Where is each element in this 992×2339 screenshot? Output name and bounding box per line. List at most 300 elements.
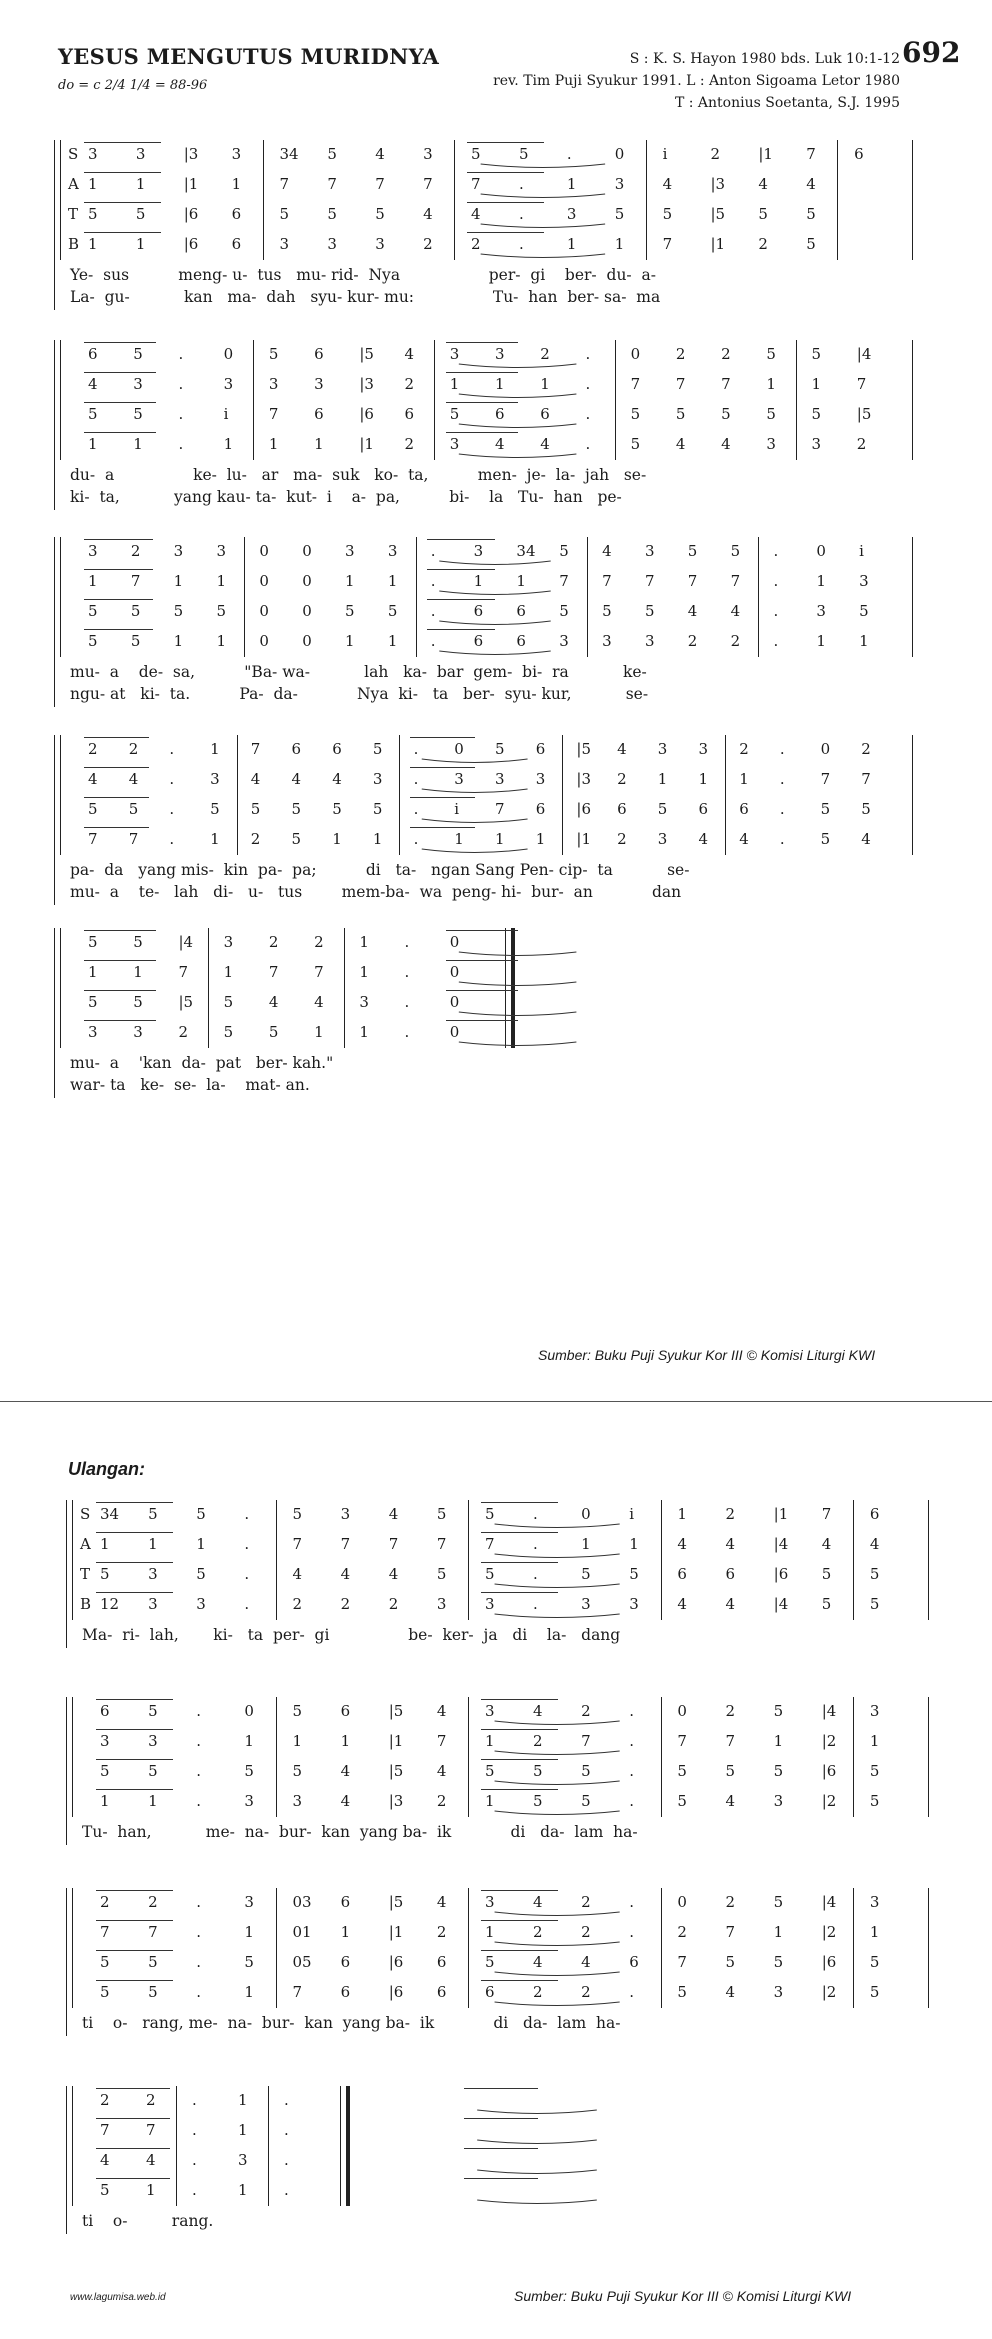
note: 5 (436, 1505, 447, 1523)
note: 3 (614, 175, 625, 193)
note: . (178, 405, 184, 423)
note: 3 (869, 1893, 880, 1911)
note: 5 (484, 1762, 495, 1780)
system-brace (66, 2086, 67, 2234)
note: 4 (725, 1983, 736, 2001)
note: 1 (387, 572, 398, 590)
note: . (773, 632, 779, 650)
note: 0 (449, 1023, 460, 1041)
system-brace (54, 537, 55, 707)
note: 4 (869, 1535, 880, 1553)
note: 4 (533, 1893, 543, 1911)
note: |6 (821, 1953, 837, 1971)
note: 5 (869, 1953, 880, 1971)
note: 4 (436, 1762, 447, 1780)
note: 7 (856, 375, 867, 393)
note: |5 (388, 1893, 404, 1911)
note: . (779, 830, 785, 848)
note: 5 (148, 1953, 158, 1971)
note: 5 (244, 1762, 254, 1780)
note: . (196, 1702, 202, 1720)
note: 5 (196, 1565, 206, 1583)
voice-label: T (68, 205, 79, 223)
note: 4 (617, 740, 627, 758)
note: 1 (473, 572, 484, 590)
note: 4 (540, 435, 550, 453)
note: 7 (423, 175, 433, 193)
note: 5 (173, 602, 184, 620)
voice-label: S (68, 145, 79, 163)
note: 0 (816, 542, 826, 560)
note: 1 (535, 830, 546, 848)
note: . (585, 375, 591, 393)
note: . (178, 435, 184, 453)
note: |3 (388, 1792, 404, 1810)
note: 5 (559, 542, 569, 560)
note: 5 (292, 1702, 303, 1720)
note: 1 (340, 1923, 351, 1941)
note: 3 (449, 435, 460, 453)
note: 7 (559, 572, 569, 590)
note: . (404, 963, 410, 981)
note: 7 (146, 2121, 156, 2139)
note: 05 (292, 1953, 312, 1971)
note: 3 (148, 1732, 158, 1750)
note: . (284, 2181, 289, 2199)
note: |5 (576, 740, 591, 758)
note: 7 (268, 963, 279, 981)
note: 4 (436, 1893, 447, 1911)
note: 1 (566, 235, 577, 253)
note: 5 (811, 405, 822, 423)
note: 3 (372, 770, 383, 788)
note: . (178, 345, 184, 363)
note: 6 (314, 345, 324, 363)
note: 3 (88, 145, 98, 163)
note: 7 (820, 770, 831, 788)
note: 3 (644, 632, 655, 650)
note: 1 (359, 933, 369, 951)
note: 1 (244, 1983, 254, 2001)
note: 1 (88, 175, 98, 193)
note: 6 (340, 1953, 351, 1971)
note: . (629, 1702, 635, 1720)
note: . (196, 1923, 202, 1941)
note: 5 (268, 1023, 279, 1041)
note: 6 (540, 405, 550, 423)
note: 7 (436, 1732, 447, 1750)
note: 1 (133, 435, 143, 453)
note: 1 (292, 1732, 303, 1750)
note: 7 (148, 1923, 158, 1941)
note: 3 (602, 632, 612, 650)
slur (495, 1912, 620, 1916)
voice-label: B (68, 235, 80, 253)
note: . (779, 770, 785, 788)
note: . (629, 1762, 635, 1780)
note: . (773, 542, 779, 560)
note: 5 (88, 205, 98, 223)
note: 2 (725, 1893, 736, 1911)
note: 5 (581, 1565, 591, 1583)
note: 4 (662, 175, 673, 193)
note: 5 (148, 1702, 158, 1720)
note: . (244, 1565, 250, 1583)
note: . (585, 405, 591, 423)
slur-marks (60, 928, 912, 1048)
note: 6 (484, 1983, 495, 2001)
note: . (244, 1505, 250, 1523)
note: . (196, 1893, 202, 1911)
note: 3 (629, 1595, 639, 1613)
note: 1 (359, 963, 369, 981)
note: . (196, 1762, 202, 1780)
slur (495, 1614, 620, 1618)
source-credit: Sumber: Buku Puji Syukur Kor III © Komisi Liturgi KWI (538, 1347, 876, 1363)
note: . (196, 1953, 202, 1971)
note: 0 (302, 632, 312, 650)
note: 1 (135, 175, 146, 193)
note: 5 (375, 205, 385, 223)
note: 03 (292, 1893, 312, 1911)
slur (459, 454, 577, 458)
slur (477, 2200, 597, 2204)
note: 3 (657, 830, 668, 848)
note: 3 (88, 542, 98, 560)
note: |6 (773, 1565, 789, 1583)
note: 5 (372, 740, 383, 758)
note: 1 (566, 175, 577, 193)
note: 3 (216, 542, 227, 560)
system-brace (54, 735, 55, 905)
note: . (533, 1535, 538, 1553)
note: 2 (675, 345, 686, 363)
note: 5 (581, 1762, 591, 1780)
lyric-line: ngu- at ki- ta. Pa- da- Nya ki- ta ber- syu- kur, se- (70, 685, 649, 703)
lyric-line: mu- a te- lah di- u- tus mem-ba- wa peng- hi- bur- an dan (70, 883, 682, 901)
slur (495, 1781, 620, 1785)
note: 2 (436, 1792, 447, 1810)
note: 1 (449, 375, 460, 393)
note: 7 (806, 145, 816, 163)
note: 5 (133, 993, 143, 1011)
note: 4 (88, 770, 98, 788)
slur (495, 1811, 620, 1815)
note: 5 (484, 1565, 495, 1583)
note: 4 (730, 602, 741, 620)
note: 3 (314, 375, 324, 393)
slur (477, 2170, 597, 2174)
credit-translation: T : Antonius Soetanta, S.J. 1995 (674, 95, 900, 111)
note: 5 (327, 145, 337, 163)
note: 1 (223, 435, 234, 453)
note: 5 (730, 542, 741, 560)
note: 7 (725, 1923, 736, 1941)
note: . (169, 740, 175, 758)
note: 3 (268, 375, 279, 393)
slur (459, 982, 577, 986)
note: 5 (133, 933, 143, 951)
note: 5 (869, 1983, 880, 2001)
note: . (533, 1595, 538, 1613)
note: |3 (576, 770, 591, 788)
note: 1 (88, 963, 98, 981)
note: . (404, 1023, 410, 1041)
note: 4 (677, 1535, 687, 1553)
note: 1 (88, 435, 98, 453)
note: 7 (292, 1983, 303, 2001)
note: 3 (644, 542, 655, 560)
note: 4 (602, 542, 612, 560)
slur (439, 561, 550, 565)
slur (439, 621, 550, 625)
note: |1 (758, 145, 773, 163)
note: 3 (484, 1702, 495, 1720)
note: 4 (725, 1792, 736, 1810)
note: . (533, 1565, 538, 1583)
note: 2 (710, 145, 721, 163)
note: 1 (859, 632, 869, 650)
note: 0 (223, 345, 234, 363)
note: 5 (677, 1983, 687, 2001)
note: . (585, 345, 591, 363)
note: . (779, 800, 785, 818)
note: 5 (436, 1565, 447, 1583)
note: 1 (614, 235, 625, 253)
note: 4 (388, 1565, 399, 1583)
note: 1 (766, 375, 776, 393)
system-end-bar (928, 1697, 929, 1817)
note: 7 (178, 963, 188, 981)
note: 6 (617, 800, 627, 818)
note: 7 (495, 800, 505, 818)
note: 5 (88, 405, 98, 423)
note: 1 (773, 1732, 784, 1750)
note: 2 (721, 345, 731, 363)
slur (481, 194, 605, 198)
note: |1 (710, 235, 726, 253)
note: 2 (861, 740, 871, 758)
lyric-line: ti o- rang, me- na- bur- kan yang ba- ik di da- lam ha- (82, 2014, 621, 2032)
note: . (518, 175, 524, 193)
note: 2 (100, 1893, 110, 1911)
note: 1 (216, 632, 227, 650)
note: 6 (291, 740, 302, 758)
page-divider (0, 1401, 992, 1402)
voice-label: A (80, 1535, 91, 1553)
note: 5 (292, 1505, 303, 1523)
note: 5 (677, 1792, 687, 1810)
system-end-bar (912, 537, 913, 657)
slur (495, 1721, 620, 1725)
note: 0 (302, 572, 312, 590)
note: . (518, 205, 524, 223)
note: 1 (516, 572, 526, 590)
note: 1 (698, 770, 709, 788)
note: |5 (388, 1762, 404, 1780)
note: 5 (88, 993, 98, 1011)
note: 5 (128, 800, 139, 818)
note: |4 (821, 1702, 837, 1720)
note: 1 (238, 2091, 248, 2109)
note: 2 (581, 1983, 591, 2001)
note: 2 (471, 235, 481, 253)
page-number: 692 (902, 36, 961, 69)
slur (459, 1012, 577, 1016)
note: 3 (231, 145, 242, 163)
note: 5 (533, 1792, 543, 1810)
note: 2 (617, 770, 627, 788)
note: 1 (133, 963, 143, 981)
note: 4 (404, 345, 415, 363)
note: 1 (223, 963, 234, 981)
note: 2 (314, 933, 324, 951)
note: 6 (404, 405, 415, 423)
note: 2 (739, 740, 749, 758)
note: 4 (581, 1953, 591, 1971)
note: . (629, 1893, 635, 1911)
note: 1 (100, 1535, 110, 1553)
note: 7 (821, 1505, 832, 1523)
note: 5 (820, 830, 831, 848)
note: 3 (859, 572, 869, 590)
note: 5 (602, 602, 612, 620)
note: 4 (340, 1792, 351, 1810)
note: 3 (210, 770, 220, 788)
note: 2 (148, 1893, 158, 1911)
lyric-line: du- a ke- lu- ar ma- suk ko- ta, men- je- la- jah se- (70, 466, 647, 484)
note: 1 (454, 830, 464, 848)
note: 1 (495, 375, 505, 393)
slur-marks (60, 537, 912, 657)
slur (459, 424, 577, 428)
note: 2 (88, 740, 98, 758)
note: 4 (758, 175, 768, 193)
note: . (629, 1983, 635, 2001)
note: |3 (710, 175, 726, 193)
note: 7 (687, 572, 698, 590)
note: . (430, 602, 436, 620)
note: 4 (332, 770, 342, 788)
note: . (284, 2151, 289, 2169)
note: |1 (773, 1505, 789, 1523)
note: 1 (773, 1923, 784, 1941)
lyric-line: war- ta ke- se- la- mat- an. (70, 1076, 310, 1094)
note: 6 (535, 800, 546, 818)
note: 5 (100, 1565, 110, 1583)
note: 01 (292, 1923, 312, 1941)
note: 3 (387, 542, 398, 560)
note: 5 (687, 542, 698, 560)
note: 3 (148, 1565, 158, 1583)
credit-source: S : K. S. Hayon 1980 bds. Luk 10:1-12 (629, 51, 900, 67)
note: 1 (869, 1923, 880, 1941)
note: i (223, 405, 229, 423)
note: 1 (88, 572, 98, 590)
note: 4 (739, 830, 749, 848)
note: 2 (725, 1505, 736, 1523)
note: 1 (148, 1792, 158, 1810)
note: 5 (88, 800, 98, 818)
note: |4 (856, 345, 872, 363)
note: 4 (471, 205, 481, 223)
note: 6 (314, 405, 324, 423)
note: 2 (687, 632, 698, 650)
note: 3 (559, 632, 569, 650)
note: 5 (148, 1983, 158, 2001)
note: |1 (183, 175, 199, 193)
note: 1 (88, 235, 98, 253)
note: 1 (869, 1732, 880, 1750)
note: . (779, 740, 785, 758)
note: 6 (231, 205, 242, 223)
note: 3 (657, 740, 668, 758)
note: 7 (581, 1732, 591, 1750)
note: 3 (566, 205, 577, 223)
note: 1 (345, 572, 355, 590)
note: 3 (292, 1792, 303, 1810)
slur-marks (72, 1888, 928, 2008)
note: 2 (436, 1923, 447, 1941)
note: 1 (244, 1732, 254, 1750)
note: . (413, 800, 419, 818)
note: 3 (423, 145, 433, 163)
note: 4 (128, 770, 139, 788)
note: 5 (518, 145, 529, 163)
note: |1 (388, 1732, 404, 1750)
note: 3 (345, 542, 355, 560)
system-brace (66, 1697, 67, 1845)
note: 5 (869, 1565, 880, 1583)
note: . (284, 2121, 289, 2139)
note: |3 (359, 375, 374, 393)
note: 3 (100, 1732, 110, 1750)
note: 5 (484, 1953, 495, 1971)
note: 2 (730, 632, 741, 650)
note: 6 (516, 632, 526, 650)
slur (422, 849, 528, 853)
note: . (413, 740, 419, 758)
system-brace (66, 1888, 67, 2036)
note: 5 (250, 800, 261, 818)
note: 5 (133, 345, 143, 363)
note: . (566, 145, 572, 163)
note: 2 (404, 435, 415, 453)
note: 7 (677, 1953, 687, 1971)
note: 5 (581, 1792, 591, 1810)
system-end-bar (912, 735, 913, 855)
note: 3 (581, 1595, 591, 1613)
note: 3 (279, 235, 290, 253)
note: 3 (773, 1792, 784, 1810)
note: 5 (100, 2181, 110, 2199)
website-credit: www.lagumisa.web.id (70, 2292, 166, 2303)
note: 1 (238, 2181, 248, 2199)
slur (422, 819, 528, 823)
note: 5 (869, 1595, 880, 1613)
note: 5 (773, 1762, 784, 1780)
note: . (585, 435, 591, 453)
slur (439, 651, 550, 655)
note: 1 (677, 1505, 687, 1523)
note: 5 (495, 740, 505, 758)
note: 2 (423, 235, 433, 253)
note: 1 (135, 235, 146, 253)
note: 5 (869, 1762, 880, 1780)
note: 3 (359, 993, 369, 1011)
note: |4 (773, 1595, 789, 1613)
note: |2 (821, 1983, 837, 2001)
